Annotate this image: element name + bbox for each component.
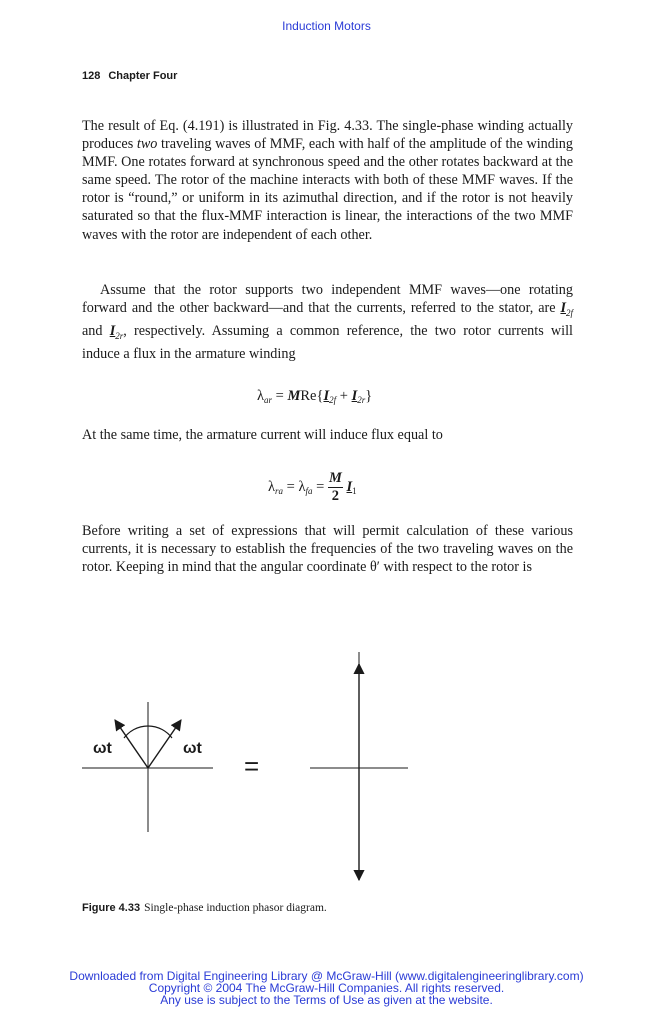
left-omega-t-label: ωt xyxy=(93,740,112,757)
eq-subscript: 2r xyxy=(357,395,366,405)
eq-symbol: Re{ xyxy=(300,388,324,404)
subscript: 2r xyxy=(115,330,124,341)
caption-label: Figure 4.33 xyxy=(82,902,141,914)
text-run: Before writing a set of expressions that will permit calculation of these various currents, it is necessary to establish the frequencies of the two traveling waves on the rotor. Keeping in mind that the angular coordinate xyxy=(82,523,573,576)
text-run: with respect to the rotor is xyxy=(379,559,533,576)
eq-subscript: 1 xyxy=(352,485,357,496)
paragraph-1 xyxy=(82,117,573,244)
equation-flux-armature xyxy=(257,388,372,405)
footer-copyright: Copyright © 2004 The McGraw-Hill Companies. All rights reserved. xyxy=(148,981,505,995)
phasor-diagram xyxy=(0,640,653,890)
document-source-header: Induction Motors xyxy=(282,19,371,33)
eq-symbol: λ xyxy=(257,388,265,404)
text-run: and xyxy=(82,323,110,340)
page-number: 128 xyxy=(82,70,101,82)
eq-symbol: I xyxy=(323,388,330,404)
text-run: traveling waves of MMF, each with half of the amplitude of the winding MMF. One rotates forward at synchronous speed and the other rotates backward at the same speed. The rotor of the machine interacts with both of these MMF waves. If the rotor is “round,” or uniform in its azimuthal direction, and if the rotor is not heavily saturated so that the flux-MMF interaction is linear, the interactions of the two MMF waves with the rotor are independent of each other. xyxy=(82,136,573,243)
paragraph-4 xyxy=(82,522,573,576)
eq-operator: = xyxy=(286,478,295,495)
eq-operator: = xyxy=(316,478,325,495)
caption-text: Single-phase induction phasor diagram. xyxy=(144,902,327,914)
eq-subscript: 2f xyxy=(329,395,337,405)
running-head xyxy=(82,70,177,82)
text-run: The result of Eq. (4.191) is illustrated in Fig. 4.33. The single-phase winding actually produces xyxy=(82,118,573,153)
footer-download-link[interactable]: Downloaded from Digital Engineering Library @ McGraw-Hill (www.digitalengineeringlibrary.com) xyxy=(69,969,584,983)
eq-subscript: fa xyxy=(305,485,313,496)
backward-phasor xyxy=(115,720,148,768)
equals-sign: = xyxy=(244,751,260,781)
fraction-numerator: M xyxy=(328,470,342,486)
eq-symbol: λ xyxy=(298,478,306,495)
right-omega-t-label: ωt xyxy=(183,740,202,757)
eq-symbol: M xyxy=(287,388,301,404)
footer-terms-link[interactable]: Any use is subject to the Terms of Use as given at the website. xyxy=(160,993,493,1007)
eq-subscript: ar xyxy=(264,395,273,405)
eq-operator: + xyxy=(339,388,348,404)
eq-subscript: ra xyxy=(275,485,284,496)
current-symbol: I xyxy=(109,323,116,340)
text-run: , respectively. Assuming a common reference, the two rotor currents will induce a flux in the armature winding xyxy=(82,323,573,362)
eq-symbol: I xyxy=(351,388,358,404)
chapter-title: Chapter Four xyxy=(108,70,178,82)
eq-symbol: } xyxy=(365,388,373,404)
fraction-denominator: 2 xyxy=(331,488,340,504)
eq-symbol: λ xyxy=(268,478,276,495)
eq-operator: = xyxy=(275,388,284,404)
text-run: Assume that the rotor supports two independent MMF waves—one rotating forward and the other backward—and that the currents, referred to the stator, are xyxy=(82,282,573,317)
current-symbol: I xyxy=(560,300,566,317)
eq-fraction xyxy=(328,470,343,505)
figure-caption xyxy=(82,902,327,914)
forward-phasor xyxy=(148,720,181,768)
subscript: 2f xyxy=(565,307,573,318)
paragraph-3: At the same time, the armature current will induce flux equal to xyxy=(82,427,443,443)
eq-symbol: I xyxy=(346,478,353,495)
paragraph-2 xyxy=(82,281,573,363)
equation-flux-rotor xyxy=(268,470,357,505)
theta-symbol: θ′ xyxy=(370,559,380,576)
emphasis-text: two xyxy=(136,136,158,153)
